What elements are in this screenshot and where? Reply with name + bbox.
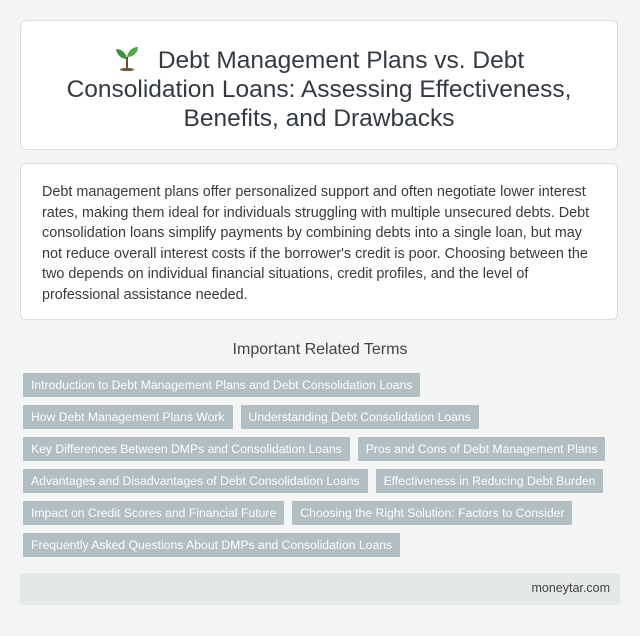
- related-terms-heading: Important Related Terms: [232, 341, 408, 358]
- related-term-tag[interactable]: Understanding Debt Consolidation Loans: [241, 405, 479, 429]
- site-name[interactable]: moneytar.com: [531, 581, 610, 595]
- tag-row: [23, 437, 605, 461]
- tag-row: [23, 469, 603, 493]
- page-title: [41, 45, 597, 133]
- tag-row: [23, 373, 420, 397]
- summary-text: Debt management plans offer personalized support and often negotiate lower interest rates, making them ideal for individuals struggling with multiple unsecured debts. Debt consolidation loans simplify payments by combining debts into a single loan, but may not reduce overall interest costs if the borrower's credit is poor. Choosing between the two depends on individual financial situations, credit profiles, and the level of professional assistance needed.: [42, 184, 590, 303]
- tag-row: [23, 533, 400, 557]
- related-term-tag[interactable]: Advantages and Disadvantages of Debt Consolidation Loans: [23, 469, 368, 493]
- sprout-icon: [114, 45, 140, 71]
- related-term-tag[interactable]: Introduction to Debt Management Plans and Debt Consolidation Loans: [23, 373, 420, 397]
- related-term-tag[interactable]: Pros and Cons of Debt Management Plans: [358, 437, 606, 461]
- title-card: [20, 20, 618, 150]
- related-term-tag[interactable]: How Debt Management Plans Work: [23, 405, 233, 429]
- related-term-tag[interactable]: Impact on Credit Scores and Financial Future: [23, 501, 284, 525]
- related-term-tag[interactable]: Effectiveness in Reducing Debt Burden: [376, 469, 604, 493]
- page-title-text: Debt Management Plans vs. Debt Consolidation Loans: Assessing Effectiveness, Benefits, and Drawbacks: [66, 47, 572, 132]
- related-term-tag[interactable]: Key Differences Between DMPs and Consolidation Loans: [23, 437, 350, 461]
- summary-card: [20, 163, 618, 320]
- footer-bar: [20, 573, 620, 605]
- related-term-tag[interactable]: Choosing the Right Solution: Factors to Consider: [292, 501, 572, 525]
- tag-row: [23, 405, 479, 429]
- tag-row: [23, 501, 572, 525]
- related-term-tag[interactable]: Frequently Asked Questions About DMPs and Consolidation Loans: [23, 533, 400, 557]
